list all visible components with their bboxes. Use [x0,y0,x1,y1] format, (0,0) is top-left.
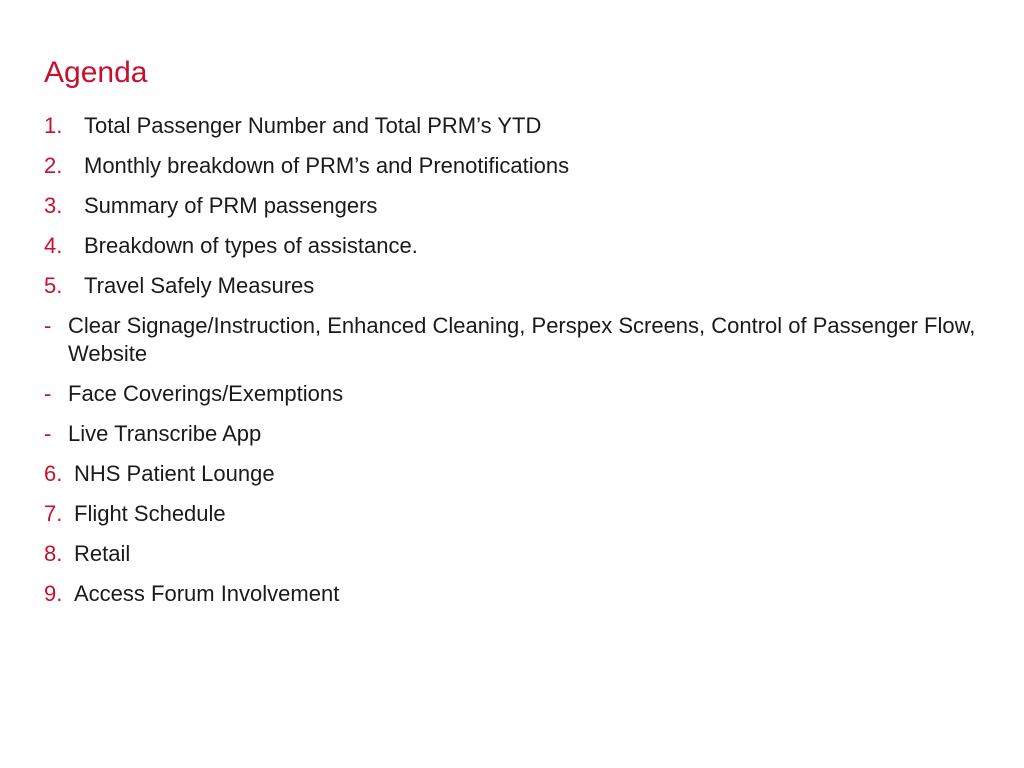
agenda-item [44,460,984,488]
dash-bullet: - [44,313,52,338]
item-number: 7. [44,501,63,526]
item-number: 2. [44,153,63,178]
subitem-text: Clear Signage/Instruction, Enhanced Cleaning, Perspex Screens, Control of Passenger Flow, Website [68,313,976,366]
item-text: Travel Safely Measures [84,273,315,298]
agenda-item [44,272,984,300]
item-number: 3. [44,193,63,218]
item-text: Monthly breakdown of PRM’s and Prenotifications [84,153,570,178]
agenda-item [44,192,984,220]
item-number: 4. [44,233,63,258]
item-text: Retail [74,541,131,566]
slide-title: Agenda [44,56,148,89]
agenda-item [44,232,984,260]
agenda-item [44,540,984,568]
item-text: Access Forum Involvement [74,581,340,606]
item-text: Total Passenger Number and Total PRM’s YTD [84,113,542,138]
agenda-subitem [44,380,984,408]
agenda-item [44,580,984,608]
item-text: Flight Schedule [74,501,226,526]
item-number: 9. [44,581,63,606]
subitem-text: Face Coverings/Exemptions [68,381,344,406]
item-number: 5. [44,273,63,298]
agenda-list [44,112,984,620]
agenda-item [44,112,984,140]
item-text: Summary of PRM passengers [84,193,378,218]
item-number: 6. [44,461,63,486]
agenda-subitem [44,420,984,448]
agenda-item [44,500,984,528]
item-number: 8. [44,541,63,566]
item-number: 1. [44,113,63,138]
subitem-text: Live Transcribe App [68,421,262,446]
agenda-subitem [44,312,984,368]
item-text: NHS Patient Lounge [74,461,275,486]
agenda-item [44,152,984,180]
item-text: Breakdown of types of assistance. [84,233,418,258]
dash-bullet: - [44,381,52,406]
dash-bullet: - [44,421,52,446]
